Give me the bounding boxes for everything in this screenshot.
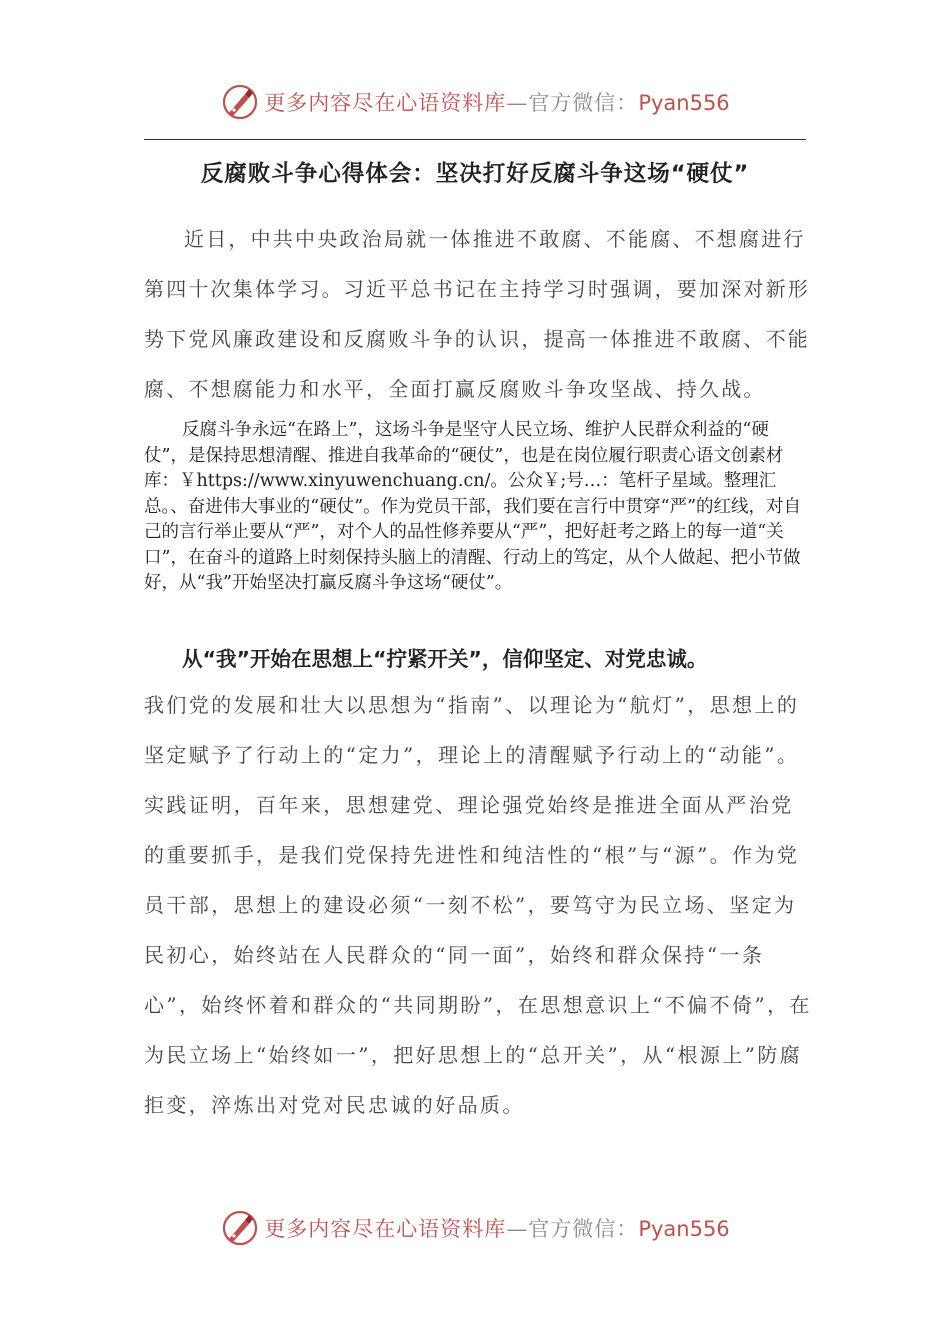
header-banner-label: 官方微信： bbox=[528, 91, 639, 115]
footer-banner bbox=[0, 1206, 950, 1250]
header-banner-id: Pyan556 bbox=[638, 91, 730, 115]
header-banner bbox=[0, 80, 950, 124]
section-heading: 从“我”开始在思想上“拧紧开关”，信仰坚定、对党忠诚。 bbox=[182, 647, 708, 671]
header-banner-text bbox=[264, 87, 729, 117]
footer-banner-label: 官方微信： bbox=[528, 1217, 639, 1241]
header-divider bbox=[144, 139, 806, 140]
footer-banner-id: Pyan556 bbox=[638, 1217, 730, 1241]
pen-nib-logo-icon bbox=[220, 82, 260, 122]
paragraph-intro: 近日，中共中央政治局就一体推进不敢腐、不能腐、不想腐进行第四十次集体学习。习近平总书记在主持学习时强调，要加深对新形势下党风廉政建设和反腐败斗争的认识，提高一体推进不敢腐、不能腐、不想腐能力和水平，全面打赢反腐败斗争攻坚战、持久战。 bbox=[144, 227, 810, 401]
page-title: 反腐败斗争心得体会：坚决打好反腐斗争这场“硬仗” bbox=[200, 161, 750, 187]
header-banner-main: 更多内容尽在心语资料库 bbox=[264, 91, 507, 115]
footer-banner-text bbox=[264, 1213, 729, 1243]
footer-banner-dash: — bbox=[506, 1217, 529, 1241]
header-banner-dash: — bbox=[506, 91, 529, 115]
footer-banner-main: 更多内容尽在心语资料库 bbox=[264, 1217, 507, 1241]
pen-nib-logo-icon bbox=[220, 1208, 260, 1248]
paragraph-context: 反腐斗争永远“在路上”，这场斗争是坚守人民立场、维护人民群众利益的“硬仗”，是保持思想清醒、推进自我革命的“硬仗”，也是在岗位履行职责心语文创素材库：￥https://www.xinyuwenchuang.cn/。公众￥;号…：笔杆子星域。整理汇总。、奋进伟大事业的“硬仗”。作为党员干部，我们要在言行中贯穿“严”的红线，对自己的言行举止要从“严”，对个人的品性修养要从“严”，把好赶考之路上的每一道“关口”，在奋斗的道路上时刻保持头脑上的清醒、行动上的笃定，从个人做起、把小节做好，从“我”开始坚决打赢反腐斗争这场“硬仗”。 bbox=[144, 420, 802, 593]
paragraph-body: 我们党的发展和壮大以思想为“指南”、以理论为“航灯”，思想上的坚定赋予了行动上的“定力”，理论上的清醒赋予行动上的“动能”。实践证明，百年来，思想建党、理论强党始终是推进全面从严治党的重要抓手，是我们党保持先进性和纯洁性的“根”与“源”。作为党员干部，思想上的建设必须“一刻不松”，要笃守为民立场、坚定为民初心，始终站在人民群众的“同一面”，始终和群众保持“一条心”，始终怀着和群众的“共同期盼”，在思想意识上“不偏不倚”，在为民立场上“始终如一”，把好思想上的“总开关”，从“根源上”防腐拒变，淬炼出对党对民忠诚的好品质。 bbox=[144, 693, 812, 1117]
